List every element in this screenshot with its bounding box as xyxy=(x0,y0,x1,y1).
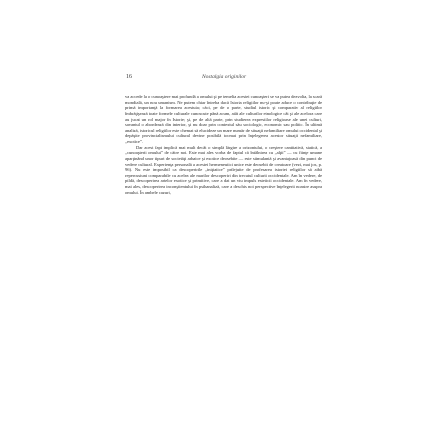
body-text xyxy=(125,94,322,195)
page-number: 16 xyxy=(126,74,132,80)
running-title: Nostalgia originilor xyxy=(202,74,247,80)
paragraph: Dar acest fapt implică mai mult decât o simplă lărgire a orizontului, o creştere cantitativă, statică, a „cunoaşterii omului” de către noi. Este mai ales vorba de faptul că întâlnirea cu „alţii” — cu fiinţe umane aparţinând unor tipuri de societăţi arhaice şi exotice deosebite — este stimulantă şi avantajoasă din punct de vedere cultural. Experienţa personală a acestei hermeneutici unice este deosebit de creatoare (vezi, mai jos, p. 96). Nu este imposibil ca descoperirile „iniţiatice” prilejuite de profesarea istoriei religiilor să aibă repercusiuni comparabile cu acelea ale marilor descoperiri din trecutul culturii occidentale. Am în vedere, de pildă, descoperirea artelor exotice şi primitive, care a dat un viu impuls esteticii occidentale. Am în vedere, mai ales, descoperirea inconştientului în psihanaliză, care a deschis noi perspective înţelegerii noastre asupra omului. În ambele cazuri, xyxy=(125,144,322,195)
paragraph: va accede la o cunoaştere mai profundă a omului şi pe temelia acestei cunoaşteri se va putea dezvolta, la scară mondială, un nou umanism. Ne putem chiar întreba dacă Istoria religiilor nu-şi poate aduce o contribuţie de primă importanţă la formarea acestuia; căci, pe de o parte, studiul istoric şi comparativ al religiilor îmbrăţişează toate formele culturale cunoscute până acum, atât ale culturilor etnologice cât şi ale acelora care au jucat un rol major în Istorie; şi, pe de altă parte, prin studierea expresiilor religioase ale unei culturi, savantul o abordează din interior, şi nu doar prin contextul său sociologic, economic sau politic. În ultimă analiză, istoricul religiilor este chemat să elucideze un mare număr de situaţii nefamiliare omului occidental şi depăşite provincialismului cultural devine posibilă tocmai prin înţelegerea acestor situaţii nefamiliare, „exotice”. xyxy=(125,94,322,144)
page-header xyxy=(0,73,445,83)
